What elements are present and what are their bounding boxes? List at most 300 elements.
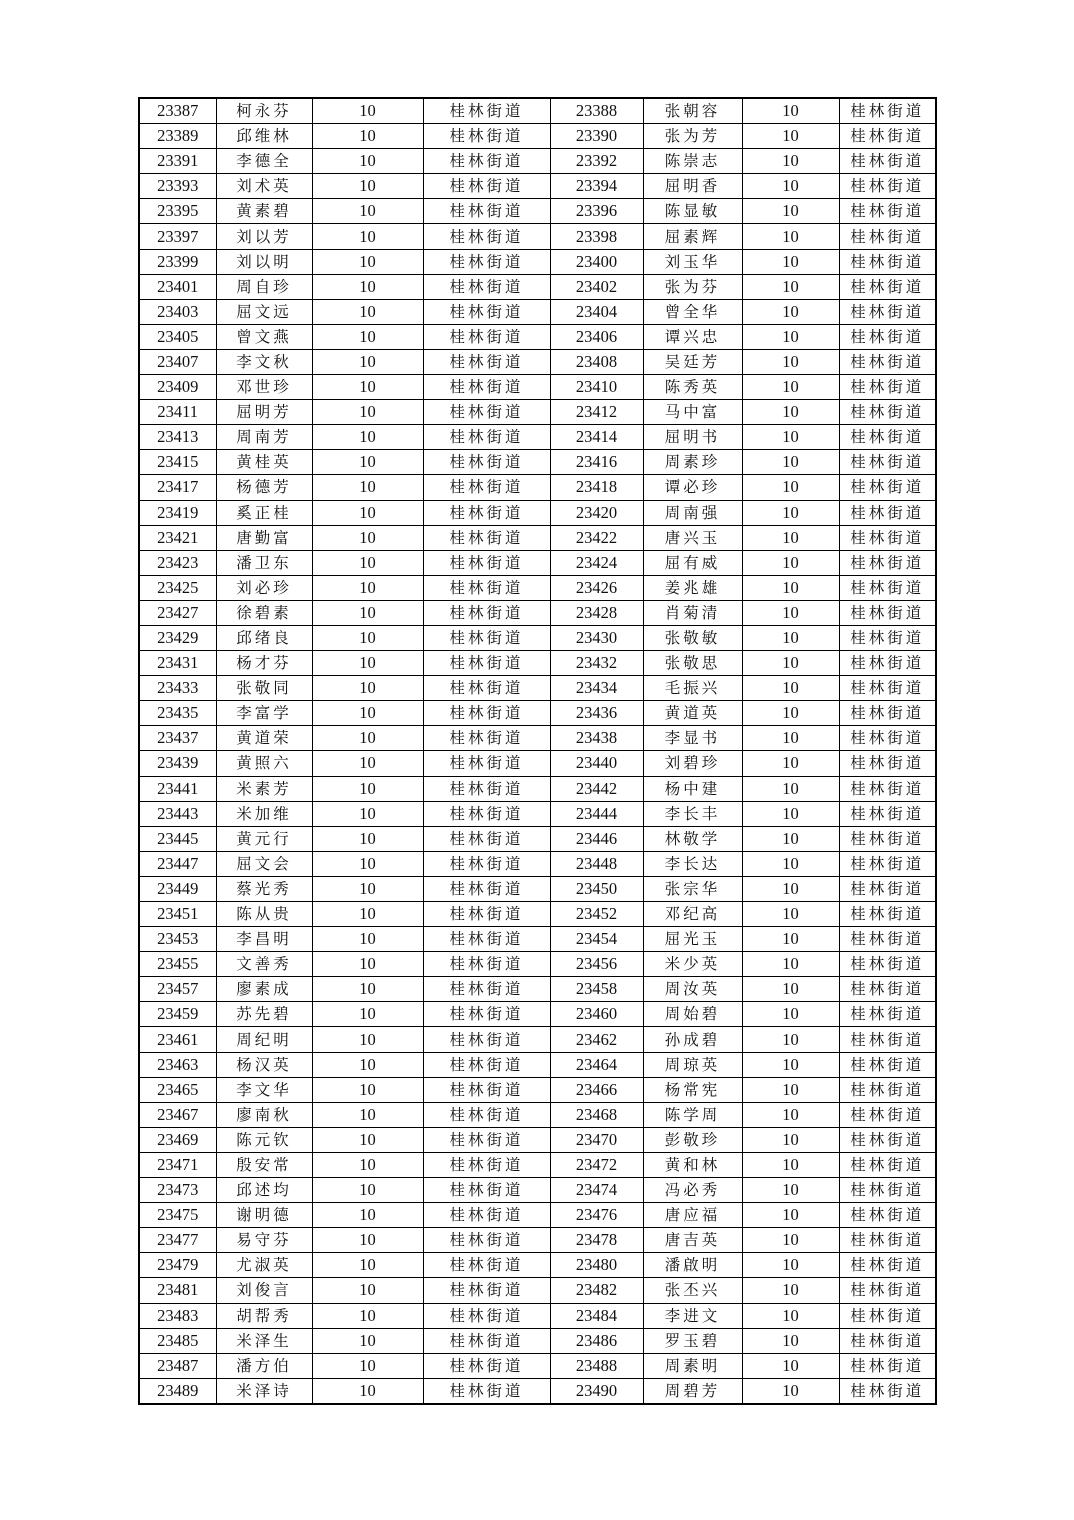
cell-location: 桂林街道 (839, 1303, 936, 1328)
cell-amount: 10 (742, 274, 839, 299)
cell-amount: 10 (312, 902, 423, 927)
cell-name: 黄道荣 (216, 726, 312, 751)
cell-name: 屈有威 (643, 550, 742, 575)
cell-name: 刘碧珍 (643, 751, 742, 776)
cell-amount: 10 (312, 927, 423, 952)
cell-id: 23433 (139, 676, 216, 701)
table-row (139, 500, 936, 525)
cell-id: 23454 (550, 927, 643, 952)
cell-amount: 10 (312, 726, 423, 751)
table-row (139, 149, 936, 174)
table-row (139, 1052, 936, 1077)
cell-name: 刘以明 (216, 249, 312, 274)
cell-location: 桂林街道 (839, 1203, 936, 1228)
cell-location: 桂林街道 (839, 1102, 936, 1127)
cell-amount: 10 (742, 174, 839, 199)
cell-name: 邓纪高 (643, 902, 742, 927)
cell-amount: 10 (742, 575, 839, 600)
cell-amount: 10 (742, 927, 839, 952)
cell-name: 陈元钦 (216, 1127, 312, 1152)
cell-name: 文善秀 (216, 952, 312, 977)
table-row (139, 902, 936, 927)
cell-location: 桂林街道 (839, 224, 936, 249)
cell-id: 23453 (139, 927, 216, 952)
table-row (139, 425, 936, 450)
cell-name: 刘以芳 (216, 224, 312, 249)
cell-id: 23443 (139, 801, 216, 826)
cell-location: 桂林街道 (839, 124, 936, 149)
cell-amount: 10 (742, 801, 839, 826)
cell-name: 李长丰 (643, 801, 742, 826)
cell-amount: 10 (742, 1328, 839, 1353)
cell-id: 23459 (139, 1002, 216, 1027)
table-row (139, 174, 936, 199)
cell-name: 黄素碧 (216, 199, 312, 224)
cell-id: 23438 (550, 726, 643, 751)
cell-amount: 10 (742, 224, 839, 249)
cell-location: 桂林街道 (423, 1278, 550, 1303)
cell-location: 桂林街道 (423, 1378, 550, 1404)
cell-id: 23405 (139, 324, 216, 349)
cell-location: 桂林街道 (423, 149, 550, 174)
cell-amount: 10 (312, 124, 423, 149)
cell-location: 桂林街道 (423, 450, 550, 475)
cell-id: 23477 (139, 1228, 216, 1253)
cell-location: 桂林街道 (839, 274, 936, 299)
table-row (139, 751, 936, 776)
cell-id: 23490 (550, 1378, 643, 1404)
cell-location: 桂林街道 (423, 425, 550, 450)
table-row (139, 349, 936, 374)
cell-location: 桂林街道 (423, 1002, 550, 1027)
cell-amount: 10 (742, 1052, 839, 1077)
cell-amount: 10 (312, 224, 423, 249)
cell-location: 桂林街道 (839, 776, 936, 801)
cell-location: 桂林街道 (839, 98, 936, 124)
cell-name: 米少英 (643, 952, 742, 977)
cell-name: 屈明香 (643, 174, 742, 199)
table-row (139, 927, 936, 952)
cell-name: 邱绪良 (216, 625, 312, 650)
cell-id: 23461 (139, 1027, 216, 1052)
cell-id: 23419 (139, 500, 216, 525)
cell-location: 桂林街道 (423, 274, 550, 299)
cell-location: 桂林街道 (423, 600, 550, 625)
cell-amount: 10 (742, 199, 839, 224)
cell-location: 桂林街道 (839, 299, 936, 324)
cell-id: 23392 (550, 149, 643, 174)
table-row (139, 952, 936, 977)
cell-id: 23406 (550, 324, 643, 349)
cell-name: 米泽生 (216, 1328, 312, 1353)
cell-location: 桂林街道 (839, 1127, 936, 1152)
cell-name: 米素芳 (216, 776, 312, 801)
table-row (139, 324, 936, 349)
table-row (139, 826, 936, 851)
cell-location: 桂林街道 (839, 952, 936, 977)
cell-amount: 10 (312, 1353, 423, 1378)
cell-name: 张朝容 (643, 98, 742, 124)
table-row (139, 575, 936, 600)
cell-name: 刘必珍 (216, 575, 312, 600)
table-row (139, 249, 936, 274)
table-row (139, 274, 936, 299)
cell-id: 23489 (139, 1378, 216, 1404)
table-row (139, 776, 936, 801)
cell-location: 桂林街道 (839, 927, 936, 952)
cell-amount: 10 (742, 1127, 839, 1152)
cell-amount: 10 (312, 1378, 423, 1404)
cell-name: 苏先碧 (216, 1002, 312, 1027)
cell-location: 桂林街道 (839, 324, 936, 349)
cell-id: 23473 (139, 1178, 216, 1203)
cell-id: 23446 (550, 826, 643, 851)
cell-name: 林敬学 (643, 826, 742, 851)
cell-id: 23488 (550, 1353, 643, 1378)
cell-location: 桂林街道 (839, 1027, 936, 1052)
cell-name: 李昌明 (216, 927, 312, 952)
cell-amount: 10 (742, 249, 839, 274)
cell-name: 胡帮秀 (216, 1303, 312, 1328)
cell-name: 谢明德 (216, 1203, 312, 1228)
cell-location: 桂林街道 (839, 525, 936, 550)
cell-location: 桂林街道 (423, 1127, 550, 1152)
cell-id: 23414 (550, 425, 643, 450)
cell-location: 桂林街道 (423, 1178, 550, 1203)
cell-id: 23469 (139, 1127, 216, 1152)
cell-id: 23394 (550, 174, 643, 199)
cell-id: 23412 (550, 400, 643, 425)
cell-amount: 10 (742, 1253, 839, 1278)
cell-id: 23456 (550, 952, 643, 977)
table-row (139, 1152, 936, 1177)
cell-amount: 10 (742, 324, 839, 349)
cell-id: 23424 (550, 550, 643, 575)
cell-location: 桂林街道 (423, 324, 550, 349)
table-row (139, 977, 936, 1002)
cell-amount: 10 (312, 98, 423, 124)
beneficiary-table (138, 97, 937, 1405)
cell-amount: 10 (742, 149, 839, 174)
cell-location: 桂林街道 (423, 375, 550, 400)
cell-id: 23430 (550, 625, 643, 650)
cell-id: 23484 (550, 1303, 643, 1328)
cell-id: 23415 (139, 450, 216, 475)
cell-id: 23436 (550, 701, 643, 726)
cell-amount: 10 (312, 299, 423, 324)
cell-amount: 10 (312, 625, 423, 650)
cell-amount: 10 (312, 149, 423, 174)
cell-location: 桂林街道 (423, 575, 550, 600)
cell-name: 潘卫东 (216, 550, 312, 575)
cell-amount: 10 (742, 1353, 839, 1378)
cell-location: 桂林街道 (423, 625, 550, 650)
cell-amount: 10 (312, 1303, 423, 1328)
cell-name: 肖菊清 (643, 600, 742, 625)
table-row (139, 224, 936, 249)
table-row (139, 525, 936, 550)
cell-location: 桂林街道 (423, 701, 550, 726)
table-body (139, 98, 936, 1404)
cell-location: 桂林街道 (423, 1353, 550, 1378)
cell-amount: 10 (312, 977, 423, 1002)
cell-location: 桂林街道 (423, 400, 550, 425)
cell-id: 23464 (550, 1052, 643, 1077)
cell-id: 23399 (139, 249, 216, 274)
cell-name: 屈光玉 (643, 927, 742, 952)
cell-name: 杨常宪 (643, 1077, 742, 1102)
cell-name: 张丕兴 (643, 1278, 742, 1303)
cell-id: 23428 (550, 600, 643, 625)
cell-location: 桂林街道 (839, 1152, 936, 1177)
cell-id: 23441 (139, 776, 216, 801)
cell-id: 23485 (139, 1328, 216, 1353)
cell-amount: 10 (312, 876, 423, 901)
cell-amount: 10 (742, 726, 839, 751)
cell-amount: 10 (742, 776, 839, 801)
cell-name: 黄和林 (643, 1152, 742, 1177)
cell-id: 23417 (139, 475, 216, 500)
cell-amount: 10 (312, 1052, 423, 1077)
cell-amount: 10 (312, 1027, 423, 1052)
cell-amount: 10 (742, 1002, 839, 1027)
cell-id: 23396 (550, 199, 643, 224)
cell-location: 桂林街道 (423, 224, 550, 249)
cell-amount: 10 (742, 625, 839, 650)
table-row (139, 1278, 936, 1303)
cell-name: 潘方伯 (216, 1353, 312, 1378)
cell-name: 邱维林 (216, 124, 312, 149)
cell-location: 桂林街道 (839, 625, 936, 650)
cell-id: 23474 (550, 1178, 643, 1203)
cell-amount: 10 (312, 1077, 423, 1102)
cell-name: 徐碧素 (216, 600, 312, 625)
cell-amount: 10 (742, 1278, 839, 1303)
table-row (139, 1303, 936, 1328)
cell-location: 桂林街道 (423, 826, 550, 851)
cell-amount: 10 (742, 751, 839, 776)
cell-location: 桂林街道 (423, 1077, 550, 1102)
cell-name: 杨汉英 (216, 1052, 312, 1077)
cell-amount: 10 (312, 375, 423, 400)
cell-name: 冯必秀 (643, 1178, 742, 1203)
table-row (139, 1253, 936, 1278)
cell-id: 23410 (550, 375, 643, 400)
cell-location: 桂林街道 (839, 1178, 936, 1203)
cell-name: 周南芳 (216, 425, 312, 450)
table-row (139, 801, 936, 826)
table-row (139, 98, 936, 124)
cell-name: 唐应福 (643, 1203, 742, 1228)
cell-id: 23404 (550, 299, 643, 324)
cell-name: 张为芳 (643, 124, 742, 149)
table-row (139, 676, 936, 701)
cell-id: 23475 (139, 1203, 216, 1228)
cell-location: 桂林街道 (839, 600, 936, 625)
cell-name: 周纪明 (216, 1027, 312, 1052)
table-row (139, 600, 936, 625)
cell-amount: 10 (312, 1253, 423, 1278)
cell-name: 米加维 (216, 801, 312, 826)
cell-location: 桂林街道 (839, 174, 936, 199)
cell-name: 潘啟明 (643, 1253, 742, 1278)
cell-amount: 10 (742, 977, 839, 1002)
table-row (139, 701, 936, 726)
cell-location: 桂林街道 (839, 651, 936, 676)
cell-amount: 10 (312, 525, 423, 550)
cell-name: 曾文燕 (216, 324, 312, 349)
cell-id: 23471 (139, 1152, 216, 1177)
table-row (139, 625, 936, 650)
cell-location: 桂林街道 (423, 349, 550, 374)
table-row (139, 375, 936, 400)
cell-id: 23418 (550, 475, 643, 500)
cell-id: 23449 (139, 876, 216, 901)
cell-id: 23407 (139, 349, 216, 374)
cell-location: 桂林街道 (839, 550, 936, 575)
cell-amount: 10 (312, 851, 423, 876)
cell-id: 23445 (139, 826, 216, 851)
table-row (139, 299, 936, 324)
cell-location: 桂林街道 (839, 1328, 936, 1353)
cell-location: 桂林街道 (839, 1253, 936, 1278)
table-row (139, 1102, 936, 1127)
cell-amount: 10 (312, 475, 423, 500)
cell-id: 23416 (550, 450, 643, 475)
cell-id: 23387 (139, 98, 216, 124)
cell-amount: 10 (742, 1228, 839, 1253)
cell-name: 廖素成 (216, 977, 312, 1002)
cell-id: 23391 (139, 149, 216, 174)
table-row (139, 1127, 936, 1152)
cell-id: 23439 (139, 751, 216, 776)
cell-name: 罗玉碧 (643, 1328, 742, 1353)
cell-name: 李富学 (216, 701, 312, 726)
cell-amount: 10 (312, 450, 423, 475)
cell-amount: 10 (312, 575, 423, 600)
cell-location: 桂林街道 (423, 726, 550, 751)
cell-amount: 10 (742, 902, 839, 927)
cell-id: 23420 (550, 500, 643, 525)
cell-name: 刘俊言 (216, 1278, 312, 1303)
cell-location: 桂林街道 (839, 1077, 936, 1102)
cell-amount: 10 (742, 600, 839, 625)
cell-location: 桂林街道 (839, 575, 936, 600)
cell-amount: 10 (312, 324, 423, 349)
cell-amount: 10 (312, 801, 423, 826)
cell-name: 唐勤富 (216, 525, 312, 550)
cell-name: 谭必珍 (643, 475, 742, 500)
cell-amount: 10 (312, 274, 423, 299)
cell-name: 陈崇志 (643, 149, 742, 174)
cell-amount: 10 (312, 174, 423, 199)
cell-id: 23393 (139, 174, 216, 199)
cell-id: 23408 (550, 349, 643, 374)
cell-id: 23448 (550, 851, 643, 876)
cell-location: 桂林街道 (423, 475, 550, 500)
cell-name: 周碧芳 (643, 1378, 742, 1404)
cell-amount: 10 (742, 124, 839, 149)
cell-name: 屈文远 (216, 299, 312, 324)
cell-id: 23481 (139, 1278, 216, 1303)
cell-location: 桂林街道 (423, 952, 550, 977)
table-row (139, 1178, 936, 1203)
cell-id: 23397 (139, 224, 216, 249)
cell-amount: 10 (312, 952, 423, 977)
cell-id: 23409 (139, 375, 216, 400)
cell-id: 23466 (550, 1077, 643, 1102)
cell-amount: 10 (312, 249, 423, 274)
cell-id: 23455 (139, 952, 216, 977)
cell-amount: 10 (312, 826, 423, 851)
cell-id: 23398 (550, 224, 643, 249)
cell-location: 桂林街道 (839, 149, 936, 174)
cell-id: 23465 (139, 1077, 216, 1102)
cell-location: 桂林街道 (839, 249, 936, 274)
cell-amount: 10 (742, 701, 839, 726)
cell-amount: 10 (312, 651, 423, 676)
cell-id: 23388 (550, 98, 643, 124)
cell-amount: 10 (312, 1328, 423, 1353)
cell-name: 邱述均 (216, 1178, 312, 1203)
cell-id: 23411 (139, 400, 216, 425)
table-row (139, 400, 936, 425)
cell-name: 陈显敏 (643, 199, 742, 224)
cell-amount: 10 (742, 1303, 839, 1328)
cell-location: 桂林街道 (423, 249, 550, 274)
cell-amount: 10 (742, 1203, 839, 1228)
cell-location: 桂林街道 (839, 450, 936, 475)
cell-id: 23480 (550, 1253, 643, 1278)
cell-amount: 10 (742, 826, 839, 851)
cell-id: 23447 (139, 851, 216, 876)
table-row (139, 124, 936, 149)
table-row (139, 550, 936, 575)
cell-name: 陈从贵 (216, 902, 312, 927)
cell-location: 桂林街道 (423, 1203, 550, 1228)
cell-name: 李进文 (643, 1303, 742, 1328)
cell-name: 屈素辉 (643, 224, 742, 249)
cell-location: 桂林街道 (423, 1027, 550, 1052)
cell-name: 邓世珍 (216, 375, 312, 400)
cell-id: 23452 (550, 902, 643, 927)
cell-amount: 10 (742, 425, 839, 450)
cell-id: 23451 (139, 902, 216, 927)
cell-id: 23432 (550, 651, 643, 676)
cell-id: 23427 (139, 600, 216, 625)
cell-name: 黄桂英 (216, 450, 312, 475)
cell-id: 23403 (139, 299, 216, 324)
cell-location: 桂林街道 (839, 1378, 936, 1404)
cell-id: 23450 (550, 876, 643, 901)
cell-amount: 10 (742, 500, 839, 525)
cell-name: 周素明 (643, 1353, 742, 1378)
cell-name: 易守芬 (216, 1228, 312, 1253)
cell-name: 周汝英 (643, 977, 742, 1002)
cell-name: 李文华 (216, 1077, 312, 1102)
cell-name: 唐兴玉 (643, 525, 742, 550)
cell-id: 23440 (550, 751, 643, 776)
cell-name: 尤淑英 (216, 1253, 312, 1278)
cell-id: 23482 (550, 1278, 643, 1303)
cell-name: 李显书 (643, 726, 742, 751)
cell-name: 杨中建 (643, 776, 742, 801)
cell-id: 23442 (550, 776, 643, 801)
cell-amount: 10 (742, 550, 839, 575)
table-row (139, 1378, 936, 1404)
cell-id: 23395 (139, 199, 216, 224)
cell-id: 23486 (550, 1328, 643, 1353)
